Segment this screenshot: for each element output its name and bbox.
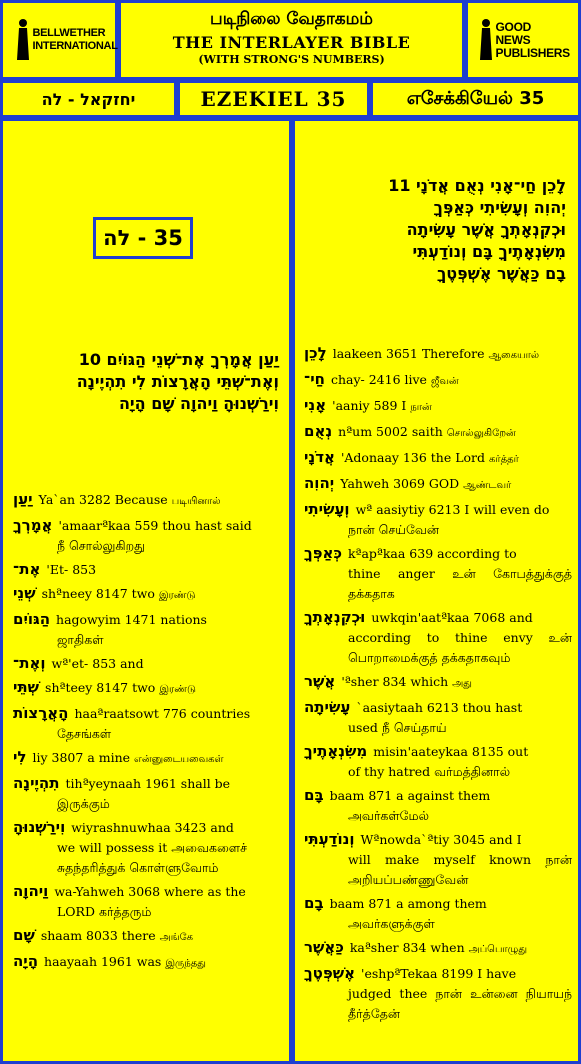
figure-icon [479,18,493,62]
gloss-text: Yahweh 3069 GOD [340,476,460,491]
word-entry [304,741,572,782]
hebrew-word: וְאֶת־ [13,654,46,672]
verse-10-line-1: יַעַן אֲמָרְךָ אֶת־שְׁנֵי הַגּוֹיִם [106,350,279,369]
gloss-text: wª aasiytiy 6213 I will even do [355,502,550,517]
band-english: EZEKIEL 35 [177,80,370,118]
hebrew-word: תִהְיֶינָה [13,774,60,792]
hebrew-word: בָם [304,894,324,912]
word-entry [13,489,283,512]
good-news-logo [465,0,581,80]
gloss-text: wª'et- 853 and [51,656,144,671]
gloss-continuation: judged thee நான் உன்னை நியாயந் தீர்த்தேன் [348,986,572,1021]
gloss-continuation: அவர்கள்மேல் [348,808,429,823]
gloss-continuation: thine anger உன் கோபத்துக்குத் தக்கதாக [348,566,572,601]
verse-10-number: 10 [78,350,101,369]
word-entry [13,515,283,556]
gloss-text: baam 871 a among them [329,896,487,911]
gloss-continuation: அவர்களுக்குள் [348,916,435,931]
gloss-text: chay- 2416 live [330,372,427,387]
hebrew-word: וּכְקִנְאָתְךָ [304,608,366,626]
verse-10-hebrew [9,349,279,415]
gloss-text: tihªyeynaah 1961 shall be [65,776,231,791]
word-entry [304,421,572,444]
word-entry [304,937,572,960]
gloss-text: Wªnowda`ªtiy 3045 and I [360,832,522,847]
gloss-text: shªneey 8147 two [41,586,155,601]
gloss-text: `aasiytaah 6213 thou hast [356,700,523,715]
gloss-text: haayaah 1961 was [44,954,162,969]
gloss-continuation: of thy hatred வர்மத்தினால் [348,764,511,779]
hebrew-word: שְׁנֵי [13,584,36,602]
gloss-continuation: according to thine envy உன் பொறாமைக்குத் தக்கதாகவும் [348,630,572,665]
word-entry [13,951,283,974]
tamil-gloss: படியினால் [171,496,221,507]
hebrew-word: נְאֻם [304,422,333,440]
hebrew-word: אֲמָרְךָ [13,516,53,534]
gloss-continuation: will make myself known நான் அறியப்பண்ணுவேன் [348,852,572,887]
header [0,0,581,80]
word-entry [304,369,572,392]
verse-line [9,349,279,371]
hebrew-word: אָנִי [304,396,327,414]
gloss-text: haaªraatsowt 776 countries [74,706,251,721]
word-entry [304,785,572,826]
tamil-gloss: அது [452,678,472,689]
tamil-gloss: கர்த்தர் [489,454,519,465]
good-news-logo-row [479,18,568,62]
word-entry [13,677,283,700]
gloss-text: misin'aateykaa 8135 out [373,744,529,759]
verse-11-line-2: יְהוִה וְעָשִׂיתִי כְּאַפְּךָ [433,198,566,217]
tamil-gloss: சொல்லுகிறேன் [446,428,516,439]
word-entry [13,653,283,674]
hebrew-word: כְּאַפְּךָ [304,544,342,562]
band-tamil: எசேக்கியேல் 35 [370,80,581,118]
hebrew-word: שְׁתֵּי [13,678,40,696]
tamil-gloss: அங்கே [159,932,194,943]
verse-line [306,175,566,197]
band-hebrew: יחזקאל - לה [0,80,177,118]
bellwether-logo [0,0,118,80]
verse-11-line-5: בָם כַּאֲשֶׁר אֶשְׁפְּטֶךָ [437,264,566,283]
gloss-text: shaam 8033 there [40,928,156,943]
gloss-text: uwkqin'aatªkaa 7068 and [371,610,533,625]
word-entry [304,343,572,366]
gloss-text: wa-Yahweh 3068 where as the [54,884,246,899]
chapter-band [0,80,581,118]
word-entry [13,559,283,580]
gloss-continuation: ஜாதிகள் [57,632,104,647]
left-word-list [13,489,283,977]
tamil-gloss: ஜீவன் [430,376,459,387]
figure-icon [16,18,30,62]
verse-11-number: 11 [388,176,411,195]
gloss-continuation: LORD கர்த்தரும் [57,904,152,919]
word-entry [304,697,572,738]
gloss-text: 'eshpªTekaa 8199 I have [361,966,517,981]
gloss-text: liy 3807 a mine [32,750,131,765]
tamil-gloss: என்னுடையவைகள் [134,754,224,765]
gloss-text: kaªsher 834 when [349,940,465,955]
right-column [292,118,581,1064]
hebrew-word: כַּאֲשֶׁר [304,938,344,956]
bellwether-logo-row [16,18,118,62]
left-column [0,118,292,1064]
gloss-text: shªteey 8147 two [45,680,156,695]
gloss-text: 'aaniy 589 I [332,398,407,413]
hebrew-word: וִירַשְׁנוּהָ [13,818,66,836]
chapter-badge: 35 - לה [93,217,193,259]
hebrew-word: שָׁם [13,926,35,944]
title-tamil: படிநிலை வேதாகமம் [210,9,373,29]
verse-11-line-4: מִשִּׂנְאָתֶיךָ בָּם וְנוֹדַעְתִּי [412,242,566,261]
gloss-text: 'amaarªkaa 559 thou hast said [58,518,252,533]
gloss-text: 'Et- 853 [46,562,97,577]
title-subtitle: (WITH STRONG'S NUMBERS) [198,53,385,66]
word-entry [304,829,572,890]
hebrew-word: יַעַן [13,490,33,508]
title-block [118,0,465,80]
gloss-continuation: தேசங்கள் [57,726,112,741]
hebrew-word: הָיָה [13,952,39,970]
word-entry [304,607,572,668]
word-entry [304,893,572,934]
verse-10-line-3: וִירַשְׁנוּהָ וַיהוָה שָׁם הָיָה [118,394,279,413]
tamil-gloss: ஆகையால் [488,350,540,361]
tamil-gloss: இரண்டு [158,590,196,601]
gloss-continuation: இருக்கும் [57,796,110,811]
hebrew-word: וַיהוָה [13,882,49,900]
gloss-text: hagowyim 1471 nations [56,612,207,627]
word-entry [13,609,283,650]
right-logo-text: GOOD NEWS PUBLISHERS [495,19,570,60]
word-entry [13,773,283,814]
right-word-list [304,343,572,1027]
hebrew-word: לִי [13,748,27,766]
tamil-gloss: அப்பொழுது [468,944,527,955]
hebrew-word: וְנוֹדַעְתִּי [304,830,355,848]
gloss-continuation: used நீ செய்தாய் [348,720,447,735]
left-logo-text: BELLWETHER INTERNATIONAL [32,27,118,52]
hebrew-word: עָשִׂיתָה [304,698,351,716]
word-entry [13,925,283,948]
word-entry [13,703,283,744]
tamil-gloss: இரண்டு [159,684,196,695]
hebrew-word: אֲדֹנָי [304,448,335,466]
word-entry [13,881,283,922]
word-entry [13,583,283,606]
gloss-text: wiyrashnuwhaa 3423 and [71,820,234,835]
verse-10-line-2: וְאֶת־שְׁתֵּי הָאֲרָצוֹת לִי תִהְיֶינָה [76,372,279,391]
word-entry [304,447,572,470]
gloss-text: laakeen 3651 Therefore [332,346,485,361]
gloss-text: 'Adonaay 136 the Lord [340,450,486,465]
verse-11-line-1: לָכֵן חַי־אָנִי נְאֻם אֲדֹנָי [416,176,566,195]
gloss-text: nªum 5002 saith [338,424,443,439]
hebrew-word: הָאֲרָצוֹת [13,704,69,722]
word-entry [13,747,283,770]
gloss-text: Ya`an 3282 Because [38,492,168,507]
hebrew-word: בָּם [304,786,324,804]
hebrew-word: אֲשֶׁר [304,672,336,690]
word-entry [304,671,572,694]
verse-11-line-3: וּכְקִנְאָתְךָ אֲשֶׁר עָשִׂיתָה [406,220,566,239]
word-entry [304,963,572,1024]
gloss-continuation: we will possess it அவைகளைச் சுதந்தரித்துக் கொள்ளுவோம் [57,840,247,875]
title-english: THE INTERLAYER BIBLE [172,33,411,52]
word-entry [304,473,572,496]
hebrew-word: חַי־ [304,370,325,388]
hebrew-word: לָכֵן [304,344,327,362]
gloss-continuation: நீ சொல்லுகிறது [57,538,146,553]
tamil-gloss: நான் [410,402,432,413]
hebrew-word: אֶת־ [13,560,41,578]
hebrew-word: וְעָשִׂיתִי [304,500,350,518]
hebrew-word: אֶשְׁפְּטֶךָ [304,964,356,982]
tamil-gloss: இருந்தது [165,958,206,969]
gloss-text: baam 871 a against them [329,788,491,803]
gloss-continuation: நான் செய்வேன் [348,522,439,537]
hebrew-word: הַגּוֹיִם [13,610,51,628]
word-entry [13,817,283,878]
hebrew-word: מִשִּׂנְאָתֶיךָ [304,742,368,760]
word-entry [304,499,572,540]
word-entry [304,395,572,418]
gloss-text: 'ªsher 834 which [341,674,449,689]
word-entry [304,543,572,604]
tamil-gloss: ஆண்டவர் [463,480,512,491]
hebrew-word: יְהוִה [304,474,335,492]
verse-11-hebrew [306,175,566,285]
gloss-text: kªapªkaa 639 according to [347,546,517,561]
